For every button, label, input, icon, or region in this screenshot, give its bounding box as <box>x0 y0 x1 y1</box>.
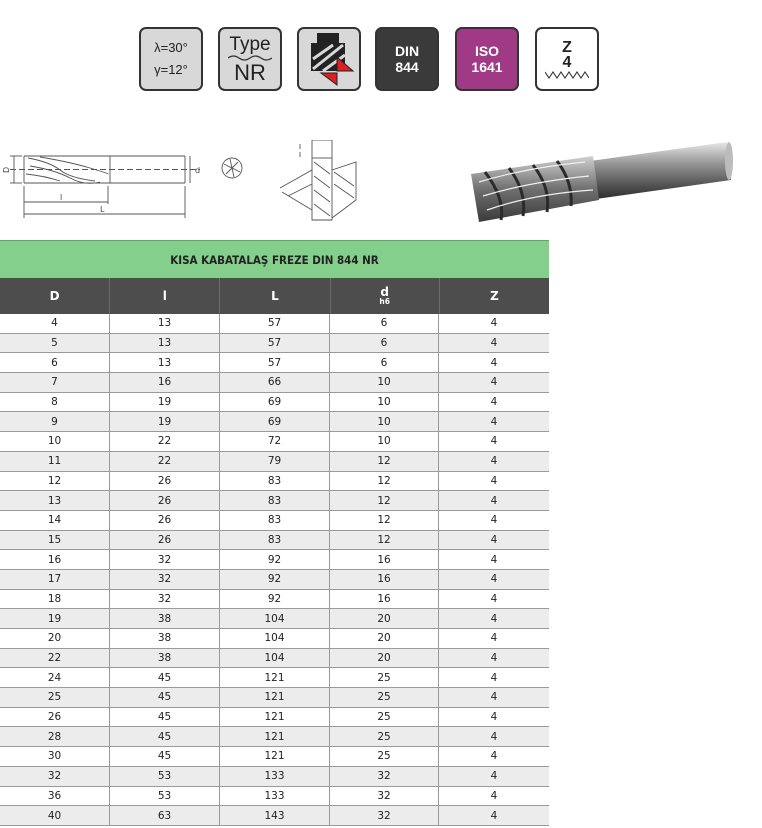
cell-d: 10 <box>330 412 439 431</box>
cell-l: 38 <box>110 609 220 628</box>
iso-number: 1641 <box>471 59 503 75</box>
table-row <box>0 531 549 551</box>
table-row <box>0 452 549 472</box>
cell-L: 121 <box>220 688 330 707</box>
table-row <box>0 393 549 413</box>
cell-d: 10 <box>330 373 439 392</box>
cell-Z: 4 <box>490 553 498 566</box>
cell-d: 32 <box>330 767 439 786</box>
cell-D: 19 <box>0 609 110 628</box>
table-row <box>0 747 549 767</box>
iso-badge <box>455 27 519 91</box>
cell-d: 12 <box>330 491 439 510</box>
cell-D: 9 <box>0 412 110 431</box>
cell-l: 32 <box>110 590 220 609</box>
cell-L: 57 <box>220 334 330 353</box>
cell-d: 6 <box>330 314 439 333</box>
dim-d: d <box>195 166 201 175</box>
cell-D: 5 <box>0 334 110 353</box>
cell-L: 121 <box>220 708 330 727</box>
cell-d: 12 <box>330 531 439 550</box>
cell-d: 25 <box>330 708 439 727</box>
iso-label: ISO <box>474 43 500 59</box>
cell-L: 121 <box>220 747 330 766</box>
end-mill-photo <box>465 138 735 228</box>
type-badge <box>218 27 282 91</box>
type-value: NR <box>234 59 266 85</box>
cell-Z: 4 <box>490 770 498 783</box>
cell-L: 92 <box>220 590 330 609</box>
table-row <box>0 491 549 511</box>
cell-L: 66 <box>220 373 330 392</box>
cell-L: 133 <box>220 767 330 786</box>
table-row <box>0 649 549 669</box>
cell-L: 92 <box>220 550 330 569</box>
cell-d: 16 <box>330 590 439 609</box>
cell-L: 104 <box>220 629 330 648</box>
tool-side-view <box>10 156 200 218</box>
cell-D: 22 <box>0 649 110 668</box>
header-L: L <box>220 278 330 314</box>
cell-D: 24 <box>0 668 110 687</box>
cell-D: 8 <box>0 393 110 412</box>
cell-Z: 4 <box>490 789 498 802</box>
cell-L: 104 <box>220 609 330 628</box>
cell-D: 26 <box>0 708 110 727</box>
cell-l: 45 <box>110 668 220 687</box>
cell-D: 13 <box>0 491 110 510</box>
cell-Z: 4 <box>490 474 498 487</box>
cell-l: 45 <box>110 747 220 766</box>
cell-D: 14 <box>0 511 110 530</box>
flute-z-value: 4 <box>562 53 572 71</box>
header-d <box>331 278 440 314</box>
cell-l: 26 <box>110 491 220 510</box>
cell-d: 32 <box>330 787 439 806</box>
cell-Z: 4 <box>490 533 498 546</box>
cell-L: 69 <box>220 393 330 412</box>
table-row <box>0 472 549 492</box>
dim-D: D <box>2 166 11 173</box>
cell-D: 36 <box>0 787 110 806</box>
cell-L: 104 <box>220 649 330 668</box>
din-badge <box>375 27 439 91</box>
table-row <box>0 727 549 747</box>
table-row <box>0 353 549 373</box>
cell-Z: 4 <box>490 435 498 448</box>
cell-Z: 4 <box>490 711 498 724</box>
cell-d: 16 <box>330 550 439 569</box>
cell-L: 133 <box>220 787 330 806</box>
cell-d: 12 <box>330 511 439 530</box>
type-label: Type <box>229 33 271 55</box>
cell-Z: 4 <box>490 455 498 468</box>
cell-Z: 4 <box>490 671 498 684</box>
cell-d: 25 <box>330 727 439 746</box>
cell-L: 83 <box>220 491 330 510</box>
cell-d: 10 <box>330 432 439 451</box>
cell-D: 17 <box>0 570 110 589</box>
cell-l: 26 <box>110 472 220 491</box>
cell-Z: 4 <box>490 652 498 665</box>
cell-d: 12 <box>330 472 439 491</box>
cell-L: 143 <box>220 806 330 825</box>
cell-D: 6 <box>0 353 110 372</box>
table-row <box>0 314 549 334</box>
flute-z-label: Z <box>562 38 572 56</box>
header-d-label: d <box>380 285 389 299</box>
cell-l: 53 <box>110 767 220 786</box>
cell-d: 6 <box>330 353 439 372</box>
workpiece-cut-view <box>280 140 356 220</box>
cell-Z: 4 <box>490 356 498 369</box>
cell-D: 4 <box>0 314 110 333</box>
table-row <box>0 688 549 708</box>
table-row <box>0 668 549 688</box>
cell-D: 25 <box>0 688 110 707</box>
cell-l: 32 <box>110 550 220 569</box>
cell-d: 12 <box>330 452 439 471</box>
cell-D: 18 <box>0 590 110 609</box>
cell-l: 19 <box>110 412 220 431</box>
cell-l: 53 <box>110 787 220 806</box>
cell-Z: 4 <box>490 337 498 350</box>
dim-L: L <box>100 205 105 214</box>
cell-L: 79 <box>220 452 330 471</box>
table-row <box>0 412 549 432</box>
table-row <box>0 806 549 826</box>
cell-l: 22 <box>110 452 220 471</box>
cell-l: 63 <box>110 806 220 825</box>
table-row <box>0 373 549 393</box>
cell-Z: 4 <box>490 415 498 428</box>
cell-Z: 4 <box>490 691 498 704</box>
table-body <box>0 314 549 826</box>
cell-d: 16 <box>330 570 439 589</box>
cell-L: 83 <box>220 472 330 491</box>
table-row <box>0 511 549 531</box>
table-row <box>0 334 549 354</box>
table-row <box>0 590 549 610</box>
cell-l: 19 <box>110 393 220 412</box>
dim-l: l <box>60 193 63 202</box>
cell-l: 13 <box>110 353 220 372</box>
din-label: DIN <box>394 43 420 59</box>
cell-L: 72 <box>220 432 330 451</box>
cell-l: 13 <box>110 314 220 333</box>
cell-d: 6 <box>330 334 439 353</box>
cell-Z: 4 <box>490 317 498 330</box>
table-row <box>0 708 549 728</box>
tool-end-view <box>222 158 242 178</box>
cell-l: 45 <box>110 688 220 707</box>
helix-angle-badge <box>139 27 203 91</box>
cell-l: 22 <box>110 432 220 451</box>
cell-L: 121 <box>220 668 330 687</box>
cell-Z: 4 <box>490 376 498 389</box>
cell-L: 57 <box>220 353 330 372</box>
helix-angle-lambda: λ=30° <box>154 40 188 55</box>
cell-Z: 4 <box>490 730 498 743</box>
cell-d: 20 <box>330 649 439 668</box>
cell-l: 13 <box>110 334 220 353</box>
table-row <box>0 629 549 649</box>
header-d-tolerance: h6 <box>379 297 390 306</box>
cell-D: 15 <box>0 531 110 550</box>
cell-d: 20 <box>330 629 439 648</box>
cell-d: 25 <box>330 747 439 766</box>
rough-milling-tool-icon <box>297 27 361 91</box>
table-row <box>0 570 549 590</box>
cell-L: 83 <box>220 531 330 550</box>
cell-L: 69 <box>220 412 330 431</box>
cell-d: 32 <box>330 806 439 825</box>
cell-D: 40 <box>0 806 110 825</box>
cell-D: 10 <box>0 432 110 451</box>
cell-d: 20 <box>330 609 439 628</box>
spec-table <box>0 240 549 826</box>
cell-l: 45 <box>110 708 220 727</box>
cell-l: 26 <box>110 531 220 550</box>
cell-D: 11 <box>0 452 110 471</box>
cell-l: 38 <box>110 629 220 648</box>
table-row <box>0 787 549 807</box>
header-l: l <box>110 278 220 314</box>
table-row <box>0 432 549 452</box>
cell-l: 32 <box>110 570 220 589</box>
cell-Z: 4 <box>490 592 498 605</box>
cell-Z: 4 <box>490 750 498 763</box>
cell-D: 28 <box>0 727 110 746</box>
table-title: KISA KABATALAŞ FREZE DIN 844 NR <box>0 240 549 278</box>
technical-drawing <box>0 140 380 230</box>
cell-d: 25 <box>330 688 439 707</box>
cell-D: 20 <box>0 629 110 648</box>
header-D: D <box>0 278 110 314</box>
cell-D: 32 <box>0 767 110 786</box>
cell-Z: 4 <box>490 573 498 586</box>
cell-d: 10 <box>330 393 439 412</box>
table-row <box>0 609 549 629</box>
cell-D: 30 <box>0 747 110 766</box>
cell-Z: 4 <box>490 632 498 645</box>
table-row <box>0 550 549 570</box>
cell-l: 38 <box>110 649 220 668</box>
cell-L: 92 <box>220 570 330 589</box>
cell-D: 16 <box>0 550 110 569</box>
cell-l: 16 <box>110 373 220 392</box>
header-Z: Z <box>490 289 499 303</box>
cell-l: 45 <box>110 727 220 746</box>
cell-D: 12 <box>0 472 110 491</box>
cell-d: 25 <box>330 668 439 687</box>
cell-Z: 4 <box>490 396 498 409</box>
cell-l: 26 <box>110 511 220 530</box>
cell-L: 83 <box>220 511 330 530</box>
table-row <box>0 767 549 787</box>
cell-Z: 4 <box>490 809 498 822</box>
cell-Z: 4 <box>490 494 498 507</box>
serration-icon <box>545 70 589 79</box>
cell-L: 121 <box>220 727 330 746</box>
cell-L: 57 <box>220 314 330 333</box>
table-header <box>0 278 549 314</box>
flute-count-badge <box>535 27 599 91</box>
helix-angle-gamma: γ=12° <box>154 62 188 77</box>
cell-D: 7 <box>0 373 110 392</box>
cell-Z: 4 <box>490 514 498 527</box>
din-number: 844 <box>395 59 419 75</box>
cell-Z: 4 <box>490 612 498 625</box>
